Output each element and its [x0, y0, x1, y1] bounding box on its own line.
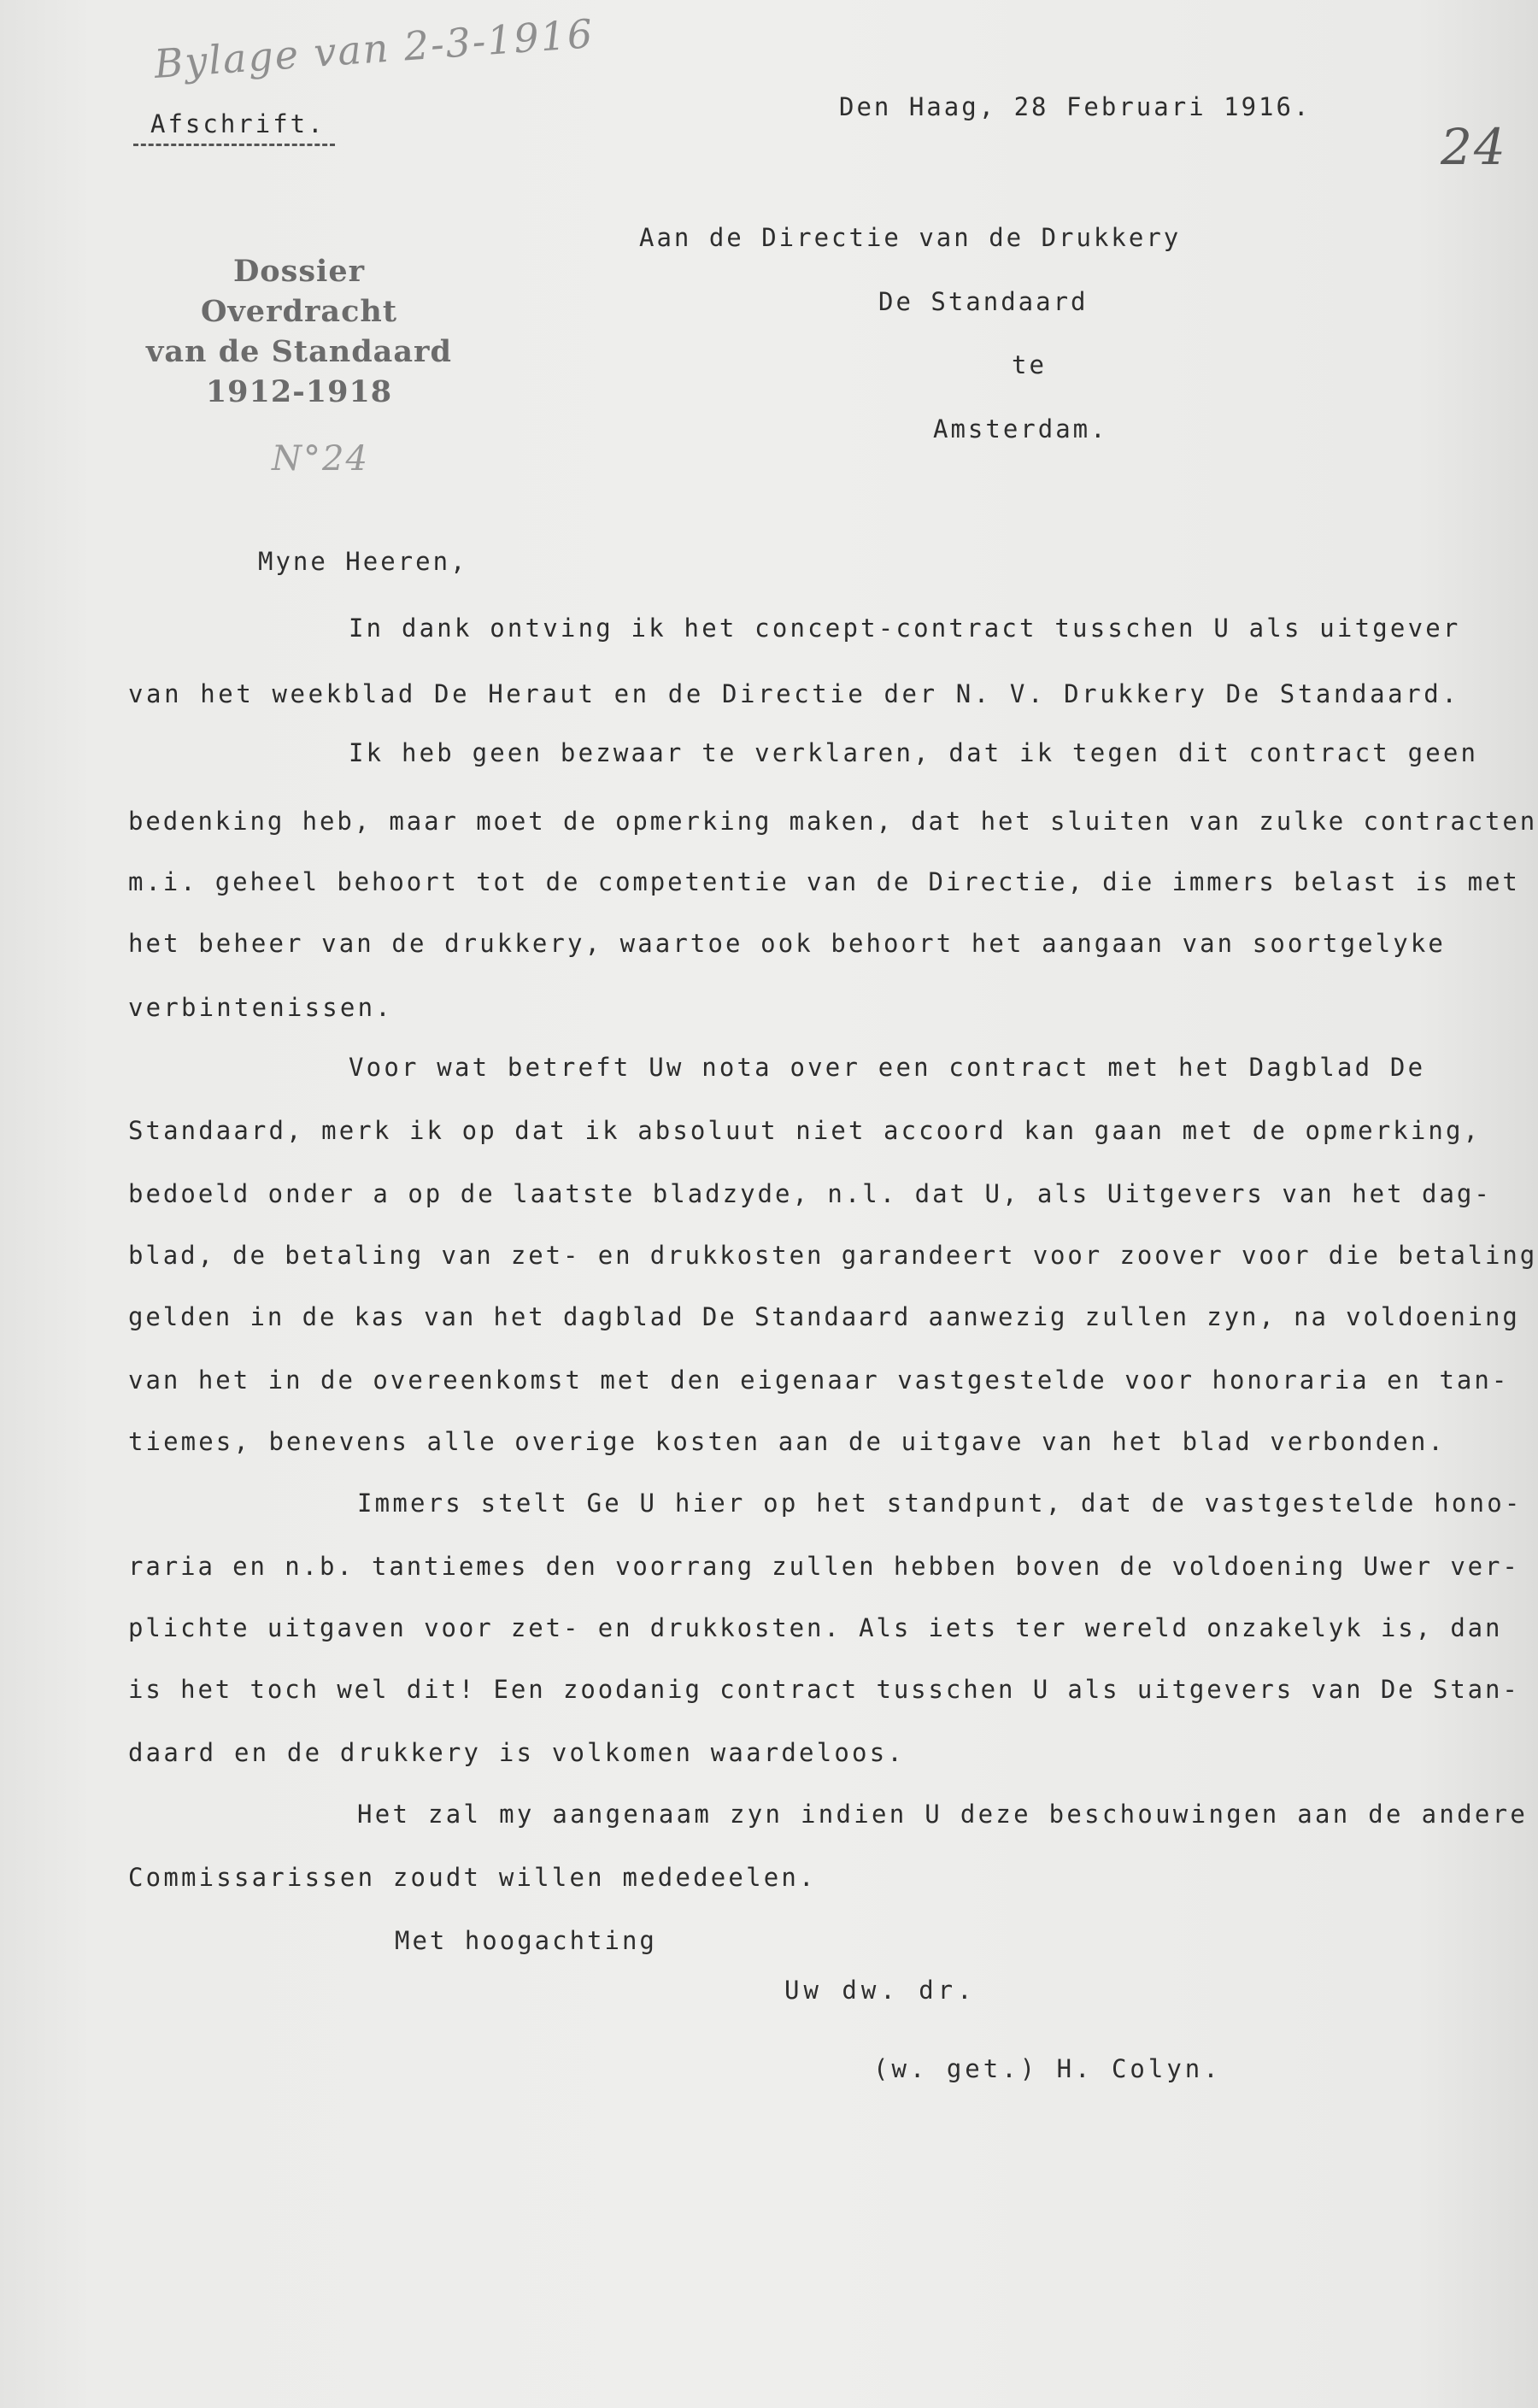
- dossier-stamp: [128, 251, 470, 412]
- body-line: Immers stelt Ge U hier op het standpunt, dat de vastgestelde hono-: [357, 1489, 1523, 1518]
- address-line: Amsterdam.: [933, 414, 1108, 443]
- body-line: bedenking heb, maar moet de opmerking maken, dat het sluiten van zulke contracten: [128, 807, 1538, 836]
- address-line: Aan de Directie van de Drukkery: [639, 223, 1182, 252]
- body-line: Commissarissen zoudt willen mededeelen.: [128, 1863, 817, 1892]
- body-line: Standaard, merk ik op dat ik absoluut niet accoord kan gaan met de opmerking,: [128, 1116, 1482, 1145]
- body-line: m.i. geheel behoort tot de competentie van de Directie, die immers belast is met: [128, 867, 1520, 896]
- body-line: Ik heb geen bezwaar te verklaren, dat ik tegen dit contract geen: [349, 738, 1479, 767]
- stamp-line: Dossier: [232, 254, 366, 289]
- afschrift-label: Afschrift.: [150, 109, 326, 138]
- body-line: van het weekblad De Heraut en de Directie der N. V. Drukkery De Standaard.: [128, 679, 1460, 708]
- closing-signoff: Uw dw. dr.: [784, 1976, 977, 2005]
- body-line: het beheer van de drukkery, waartoe ook behoort het aangaan van soortgelyke: [128, 929, 1446, 958]
- address-line: De Standaard: [878, 287, 1089, 316]
- body-line: raria en n.b. tantiemes den voorrang zullen hebben boven de voldoening Uwer ver-: [128, 1552, 1520, 1581]
- handwritten-annotation: Bylage van 2-3-1916: [152, 10, 596, 87]
- address-line: te: [1012, 350, 1047, 379]
- body-line: Voor wat betreft Uw nota over een contract met het Dagblad De: [349, 1053, 1426, 1082]
- body-line: In dank ontving ik het concept-contract tusschen U als uitgever: [349, 614, 1461, 643]
- body-line: plichte uitgaven voor zet- en drukkosten. Als iets ter wereld onzakelyk is, dan: [128, 1613, 1503, 1642]
- body-line: gelden in de kas van het dagblad De Standaard aanwezig zullen zyn, na voldoening: [128, 1302, 1520, 1331]
- signature: (w. get.) H. Colyn.: [873, 2054, 1222, 2083]
- body-line: bedoeld onder a op de laatste bladzyde, n.l. dat U, als Uitgevers van het dag-: [128, 1179, 1492, 1208]
- body-line: blad, de betaling van zet- en drukkosten garandeert voor zoover voor die betaling: [128, 1241, 1538, 1270]
- page-number: 24: [1441, 118, 1507, 176]
- salutation: Myne Heeren,: [258, 547, 468, 576]
- place-date: Den Haag, 28 Februari 1916.: [839, 92, 1312, 121]
- body-line: verbintenissen.: [128, 993, 393, 1022]
- stamp-line: 1912-1918: [205, 374, 393, 409]
- body-line: is het toch wel dit! Een zoodanig contract tusschen U als uitgevers van De Stan-: [128, 1675, 1520, 1704]
- stamp-line: Overdracht: [200, 294, 398, 329]
- closing-greeting: Met hoogachting: [395, 1926, 657, 1955]
- body-line: van het in de overeenkomst met den eigenaar vastgestelde voor honoraria en tan-: [128, 1366, 1510, 1395]
- body-line: tiemes, benevens alle overige kosten aan de uitgave van het blad verbonden.: [128, 1427, 1446, 1456]
- body-line: daard en de drukkery is volkomen waardeloos.: [128, 1738, 906, 1767]
- divider: [133, 144, 335, 146]
- stamp-line: van de Standaard: [146, 334, 452, 369]
- stamp-number: N°24: [272, 439, 369, 479]
- body-line: Het zal my aangenaam zyn indien U deze beschouwingen aan de andere: [357, 1800, 1529, 1829]
